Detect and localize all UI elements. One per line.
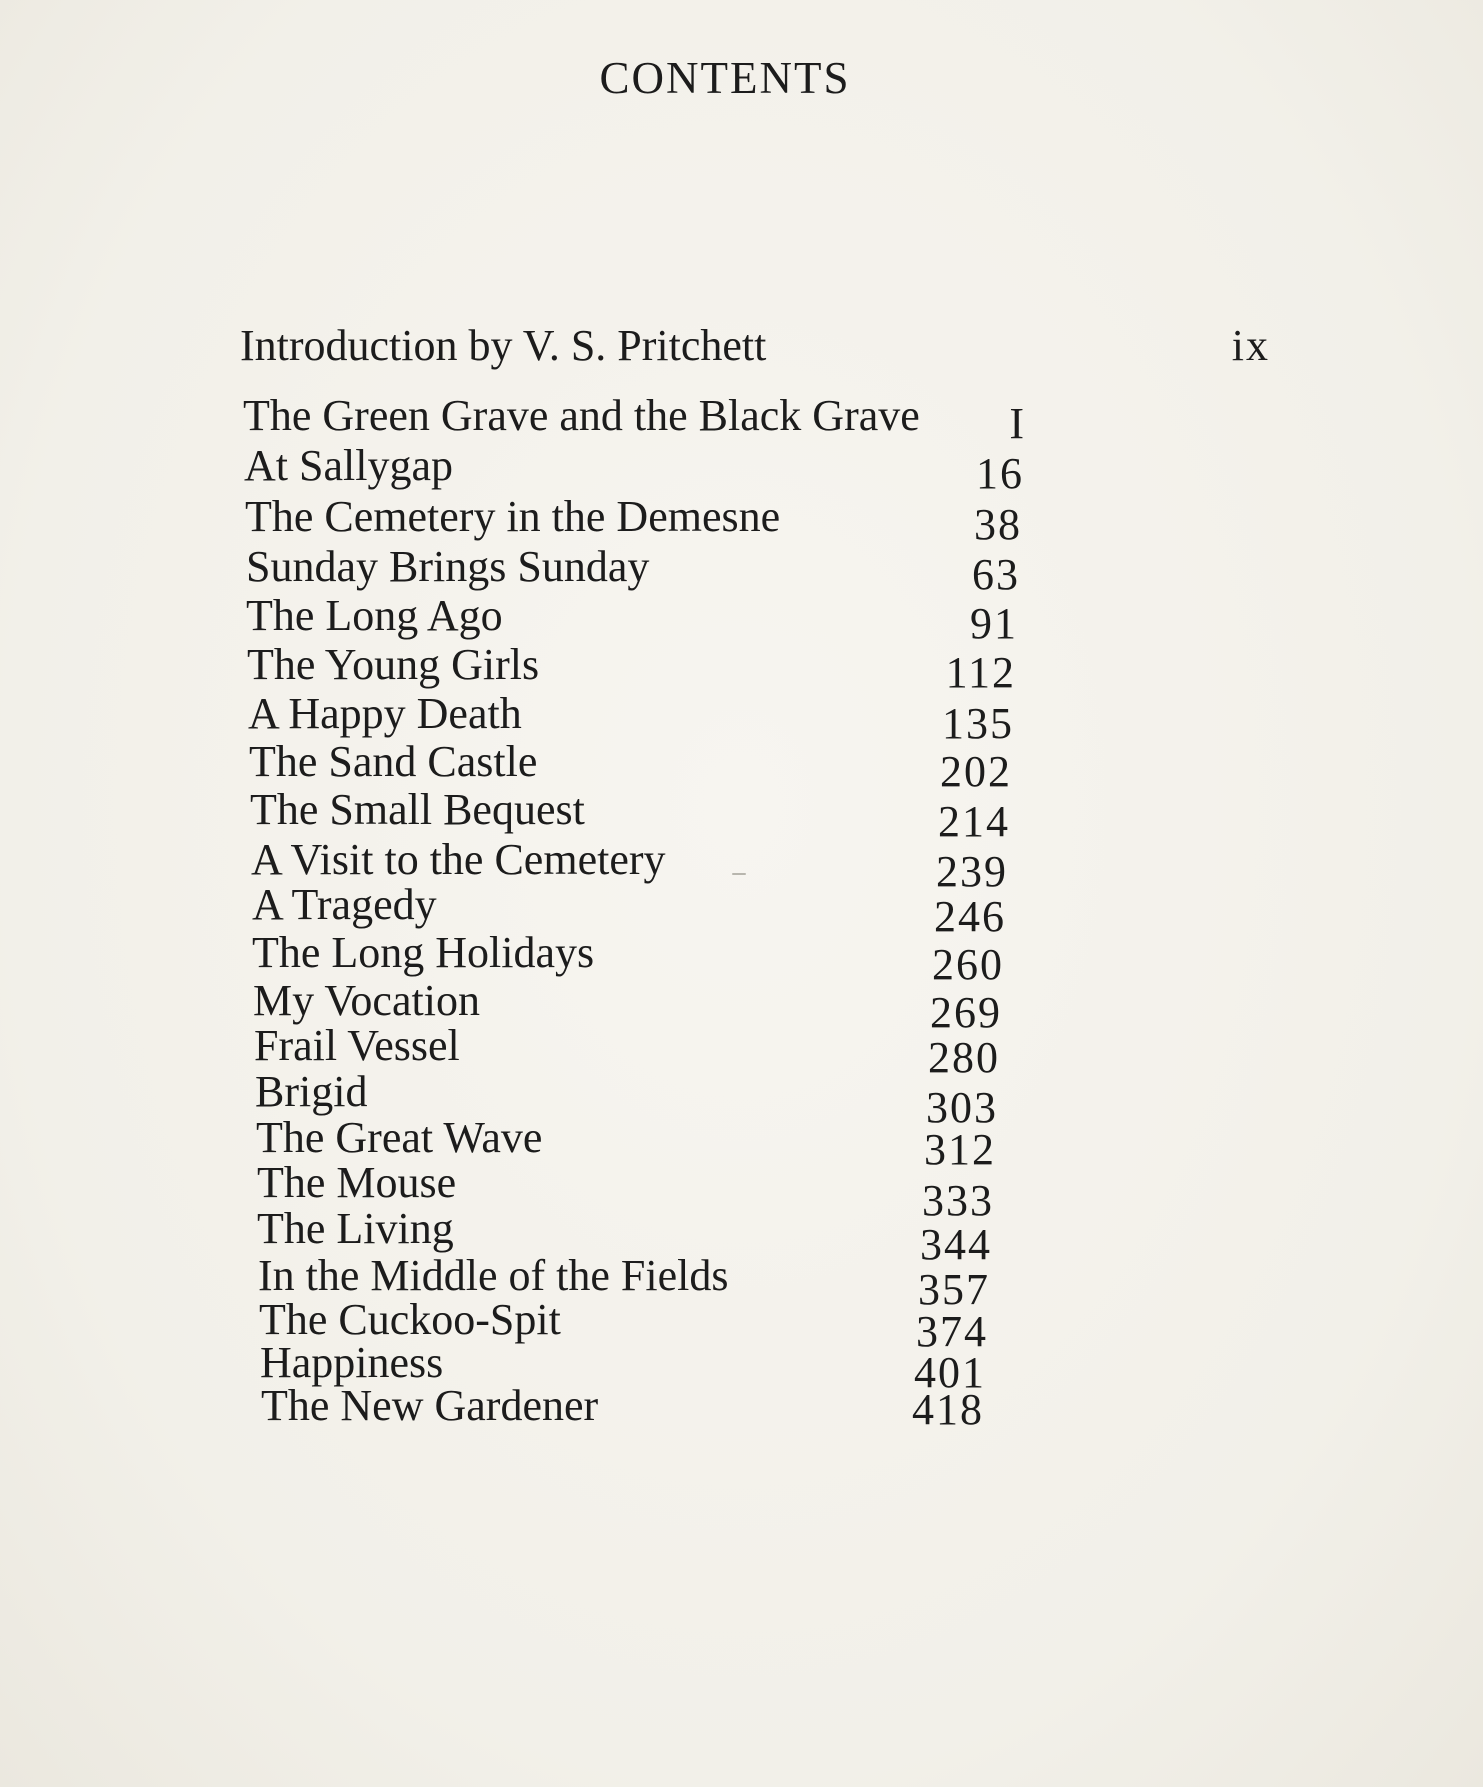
toc-entry-title: A Visit to the Cemetery xyxy=(251,835,666,884)
page-title: CONTENTS xyxy=(599,53,851,103)
toc-entry-page: 357 xyxy=(918,1265,990,1314)
toc-entry xyxy=(255,1066,1055,1132)
toc-entry-title: In the Middle of the Fields xyxy=(258,1251,729,1300)
toc-entry xyxy=(244,440,1044,498)
toc-entry-page: 260 xyxy=(932,940,1004,989)
toc-entry xyxy=(256,1112,1056,1174)
toc-entry xyxy=(250,784,1050,846)
toc-entry-title: The Green Grave and the Black Grave xyxy=(243,391,920,440)
toc-entry-page: 374 xyxy=(916,1307,988,1356)
toc-entry-page: 401 xyxy=(914,1348,986,1397)
toc-entry xyxy=(246,590,1046,648)
toc-entry xyxy=(249,736,1049,796)
toc-entry-title: The Mouse xyxy=(257,1158,457,1207)
toc-entry xyxy=(252,927,1052,989)
toc-entry-title: Happiness xyxy=(260,1338,444,1387)
toc-entry-title: Introduction by V. S. Pritchett xyxy=(240,321,767,370)
toc-entry xyxy=(253,975,1053,1037)
toc-entry-title: The Living xyxy=(257,1204,454,1253)
toc-entry-page: 16 xyxy=(976,449,1024,498)
toc-entry-title: A Tragedy xyxy=(252,880,437,929)
toc-entry-page: 303 xyxy=(926,1083,998,1132)
toc-entry-page: ix xyxy=(1231,321,1270,370)
toc-entry-title: At Sallygap xyxy=(244,441,453,490)
toc-entry-title: The Sand Castle xyxy=(249,737,538,786)
toc-entry-title: The Long Ago xyxy=(246,591,503,640)
toc-entry-page: 269 xyxy=(930,988,1002,1037)
toc-entry-title: The Cuckoo-Spit xyxy=(259,1295,561,1344)
toc-entry xyxy=(257,1203,1057,1269)
toc-entry xyxy=(261,1380,1061,1434)
toc-entry-title: The Young Girls xyxy=(247,640,540,689)
toc-entry-page: 135 xyxy=(942,699,1014,748)
toc-entry-title: A Happy Death xyxy=(248,689,522,738)
toc-entry-page: 239 xyxy=(936,847,1008,896)
toc-entry xyxy=(248,688,1048,748)
toc-entry-page: 112 xyxy=(945,648,1016,697)
toc-entry-title: The Cemetery in the Demesne xyxy=(245,492,781,541)
toc-entry-page: 280 xyxy=(928,1033,1000,1082)
toc-entry-page: 214 xyxy=(938,797,1010,846)
toc-entry xyxy=(247,639,1047,697)
toc-entry-title: The Great Wave xyxy=(256,1113,543,1162)
toc-entry-page: 312 xyxy=(924,1125,996,1174)
toc-entry-page: 38 xyxy=(974,500,1022,549)
toc-entry xyxy=(252,879,1052,941)
toc-entry-title: The Small Bequest xyxy=(250,785,585,834)
toc-entry-page: 246 xyxy=(934,892,1006,941)
toc-entry xyxy=(257,1157,1057,1225)
toc-entry-title: Frail Vessel xyxy=(254,1021,460,1070)
toc-entry-page: 202 xyxy=(940,747,1012,796)
toc-entry xyxy=(254,1020,1054,1082)
toc-entry xyxy=(251,834,1051,896)
toc-entry-page: 63 xyxy=(972,550,1020,599)
toc-entry xyxy=(258,1250,1058,1314)
toc-entry xyxy=(246,541,1046,599)
toc-entry xyxy=(245,491,1045,549)
toc-entry-title: My Vocation xyxy=(253,976,480,1025)
toc-entry-title: Brigid xyxy=(255,1067,368,1116)
toc-entry-title: The New Gardener xyxy=(261,1381,599,1430)
toc-entry-title: The Long Holidays xyxy=(252,928,595,977)
toc-entry-page: I xyxy=(1009,399,1026,448)
toc-entry-page: 333 xyxy=(922,1176,994,1225)
toc-introduction xyxy=(240,320,1270,370)
toc-entry xyxy=(243,390,1043,448)
paper-speck xyxy=(732,873,746,875)
toc-entry-page: 344 xyxy=(920,1220,992,1269)
toc-entry-title: Sunday Brings Sunday xyxy=(246,542,650,591)
toc-entry-page: 418 xyxy=(912,1385,984,1434)
toc-entry-page: 91 xyxy=(970,599,1018,648)
